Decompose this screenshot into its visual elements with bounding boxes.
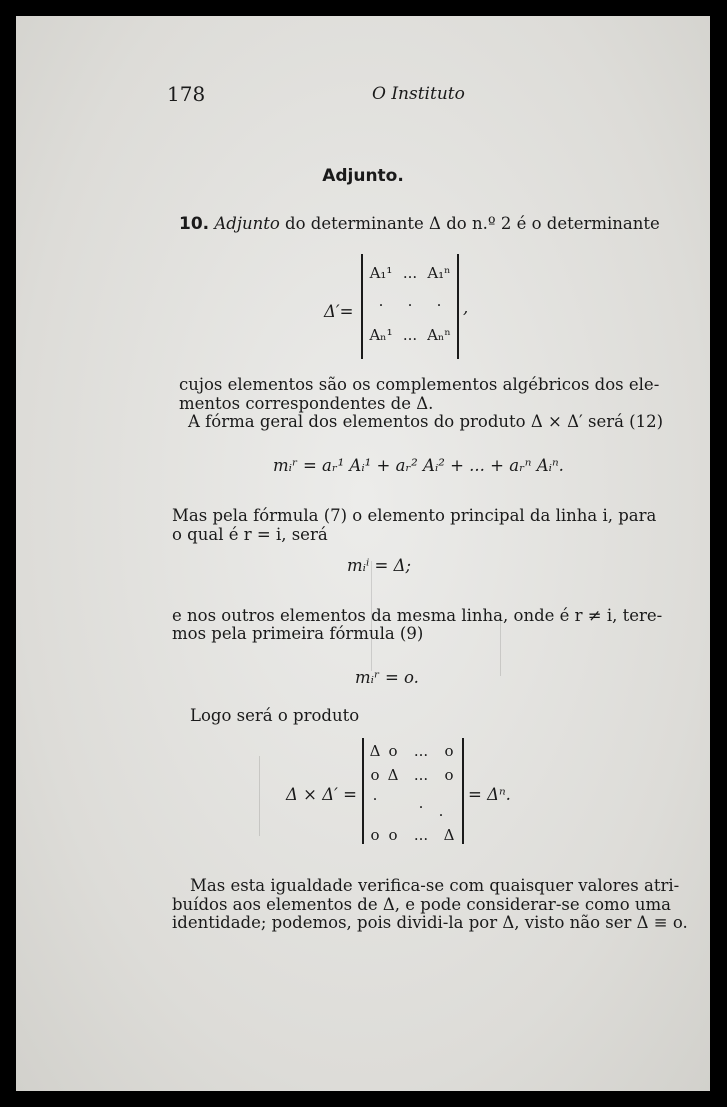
paragraph-line: o qual é r = i, será <box>172 525 328 544</box>
determinant-bar-left <box>361 254 363 359</box>
determinant-bar-right <box>462 738 464 844</box>
section-number: 10. <box>179 214 210 234</box>
matrix-cell: o <box>370 826 380 844</box>
matrix-cell: ... <box>402 264 418 282</box>
matrix-cell: ... <box>413 826 429 844</box>
section-heading: Adjunto. <box>322 166 404 186</box>
page-crease <box>500 616 501 676</box>
matrix-trailing: , <box>463 298 469 317</box>
paragraph-text: do determinante Δ do n.º 2 é o determinante <box>285 214 660 233</box>
matrix-cell: Δ <box>387 766 399 784</box>
paragraph-line: e nos outros elementos da mesma linha, onde é r ≠ i, tere- <box>172 606 663 625</box>
matrix-cell: . <box>436 292 442 310</box>
matrix-cell: . <box>438 802 444 820</box>
matrix-cell: ... <box>413 742 429 760</box>
matrix-cell: . <box>418 794 424 812</box>
paragraph-line: Mas pela fórmula (7) o elemento principal da linha i, para <box>172 506 657 525</box>
matrix-cell: Aₙⁿ <box>427 326 451 344</box>
term-adjunto: Adjunto <box>214 214 280 233</box>
paragraph-line: mos pela primeira fórmula (9) <box>172 624 424 643</box>
matrix-cell: . <box>372 786 378 804</box>
formula-principal-element: mᵢⁱ = Δ; <box>347 556 412 575</box>
matrix-cell: o <box>388 826 398 844</box>
matrix-cell: Δ <box>369 742 381 760</box>
paragraph-line: buídos aos elementos de Δ, e pode considerar-se como uma <box>172 895 671 914</box>
paragraph-line: Mas esta igualdade verifica-se com quaisquer valores atri- <box>190 876 680 895</box>
paragraph-line: cujos elementos são os complementos algébricos dos ele- <box>179 375 660 394</box>
matrix-cell: Δ <box>443 826 455 844</box>
matrix-cell: . <box>407 292 413 310</box>
matrix-cell: ... <box>402 326 418 344</box>
matrix-cell: A₁¹ <box>369 264 393 282</box>
paragraph-line: A fórma geral dos elementos do produto Δ × Δ′ será (12) <box>188 412 664 431</box>
formula-other-elements: mᵢʳ = o. <box>355 668 419 687</box>
matrix-cell: o <box>388 742 398 760</box>
running-title: O Instituto <box>372 84 465 104</box>
matrix-rhs: = Δⁿ. <box>468 785 511 804</box>
paragraph-10-line <box>179 214 660 234</box>
matrix-lhs: Δ′= <box>324 302 354 321</box>
bleed-through-text <box>156 116 596 159</box>
paragraph-line: mentos correspondentes de Δ. <box>179 394 434 413</box>
determinant-bar-right <box>457 254 459 359</box>
matrix-cell: Aₙ¹ <box>369 326 393 344</box>
matrix-cell: A₁ⁿ <box>427 264 451 282</box>
matrix-cell: o <box>444 742 454 760</box>
formula-product-element: mᵢʳ = aᵣ¹ Aᵢ¹ + aᵣ² Aᵢ² + ... + aᵣⁿ Aᵢⁿ. <box>273 456 564 475</box>
matrix-cell: o <box>370 766 380 784</box>
page-crease <box>259 756 260 836</box>
paragraph-line: identidade; podemos, pois dividi-la por Δ, visto não ser Δ ≡ o. <box>172 913 688 932</box>
book-page <box>16 16 710 1091</box>
matrix-cell: o <box>444 766 454 784</box>
paragraph-line: Logo será o produto <box>190 706 360 725</box>
matrix-cell: . <box>378 292 384 310</box>
matrix-cell: ... <box>413 766 429 784</box>
page-number: 178 <box>167 82 206 106</box>
matrix-lhs: Δ × Δ′ = <box>286 785 357 804</box>
determinant-bar-left <box>362 738 364 844</box>
